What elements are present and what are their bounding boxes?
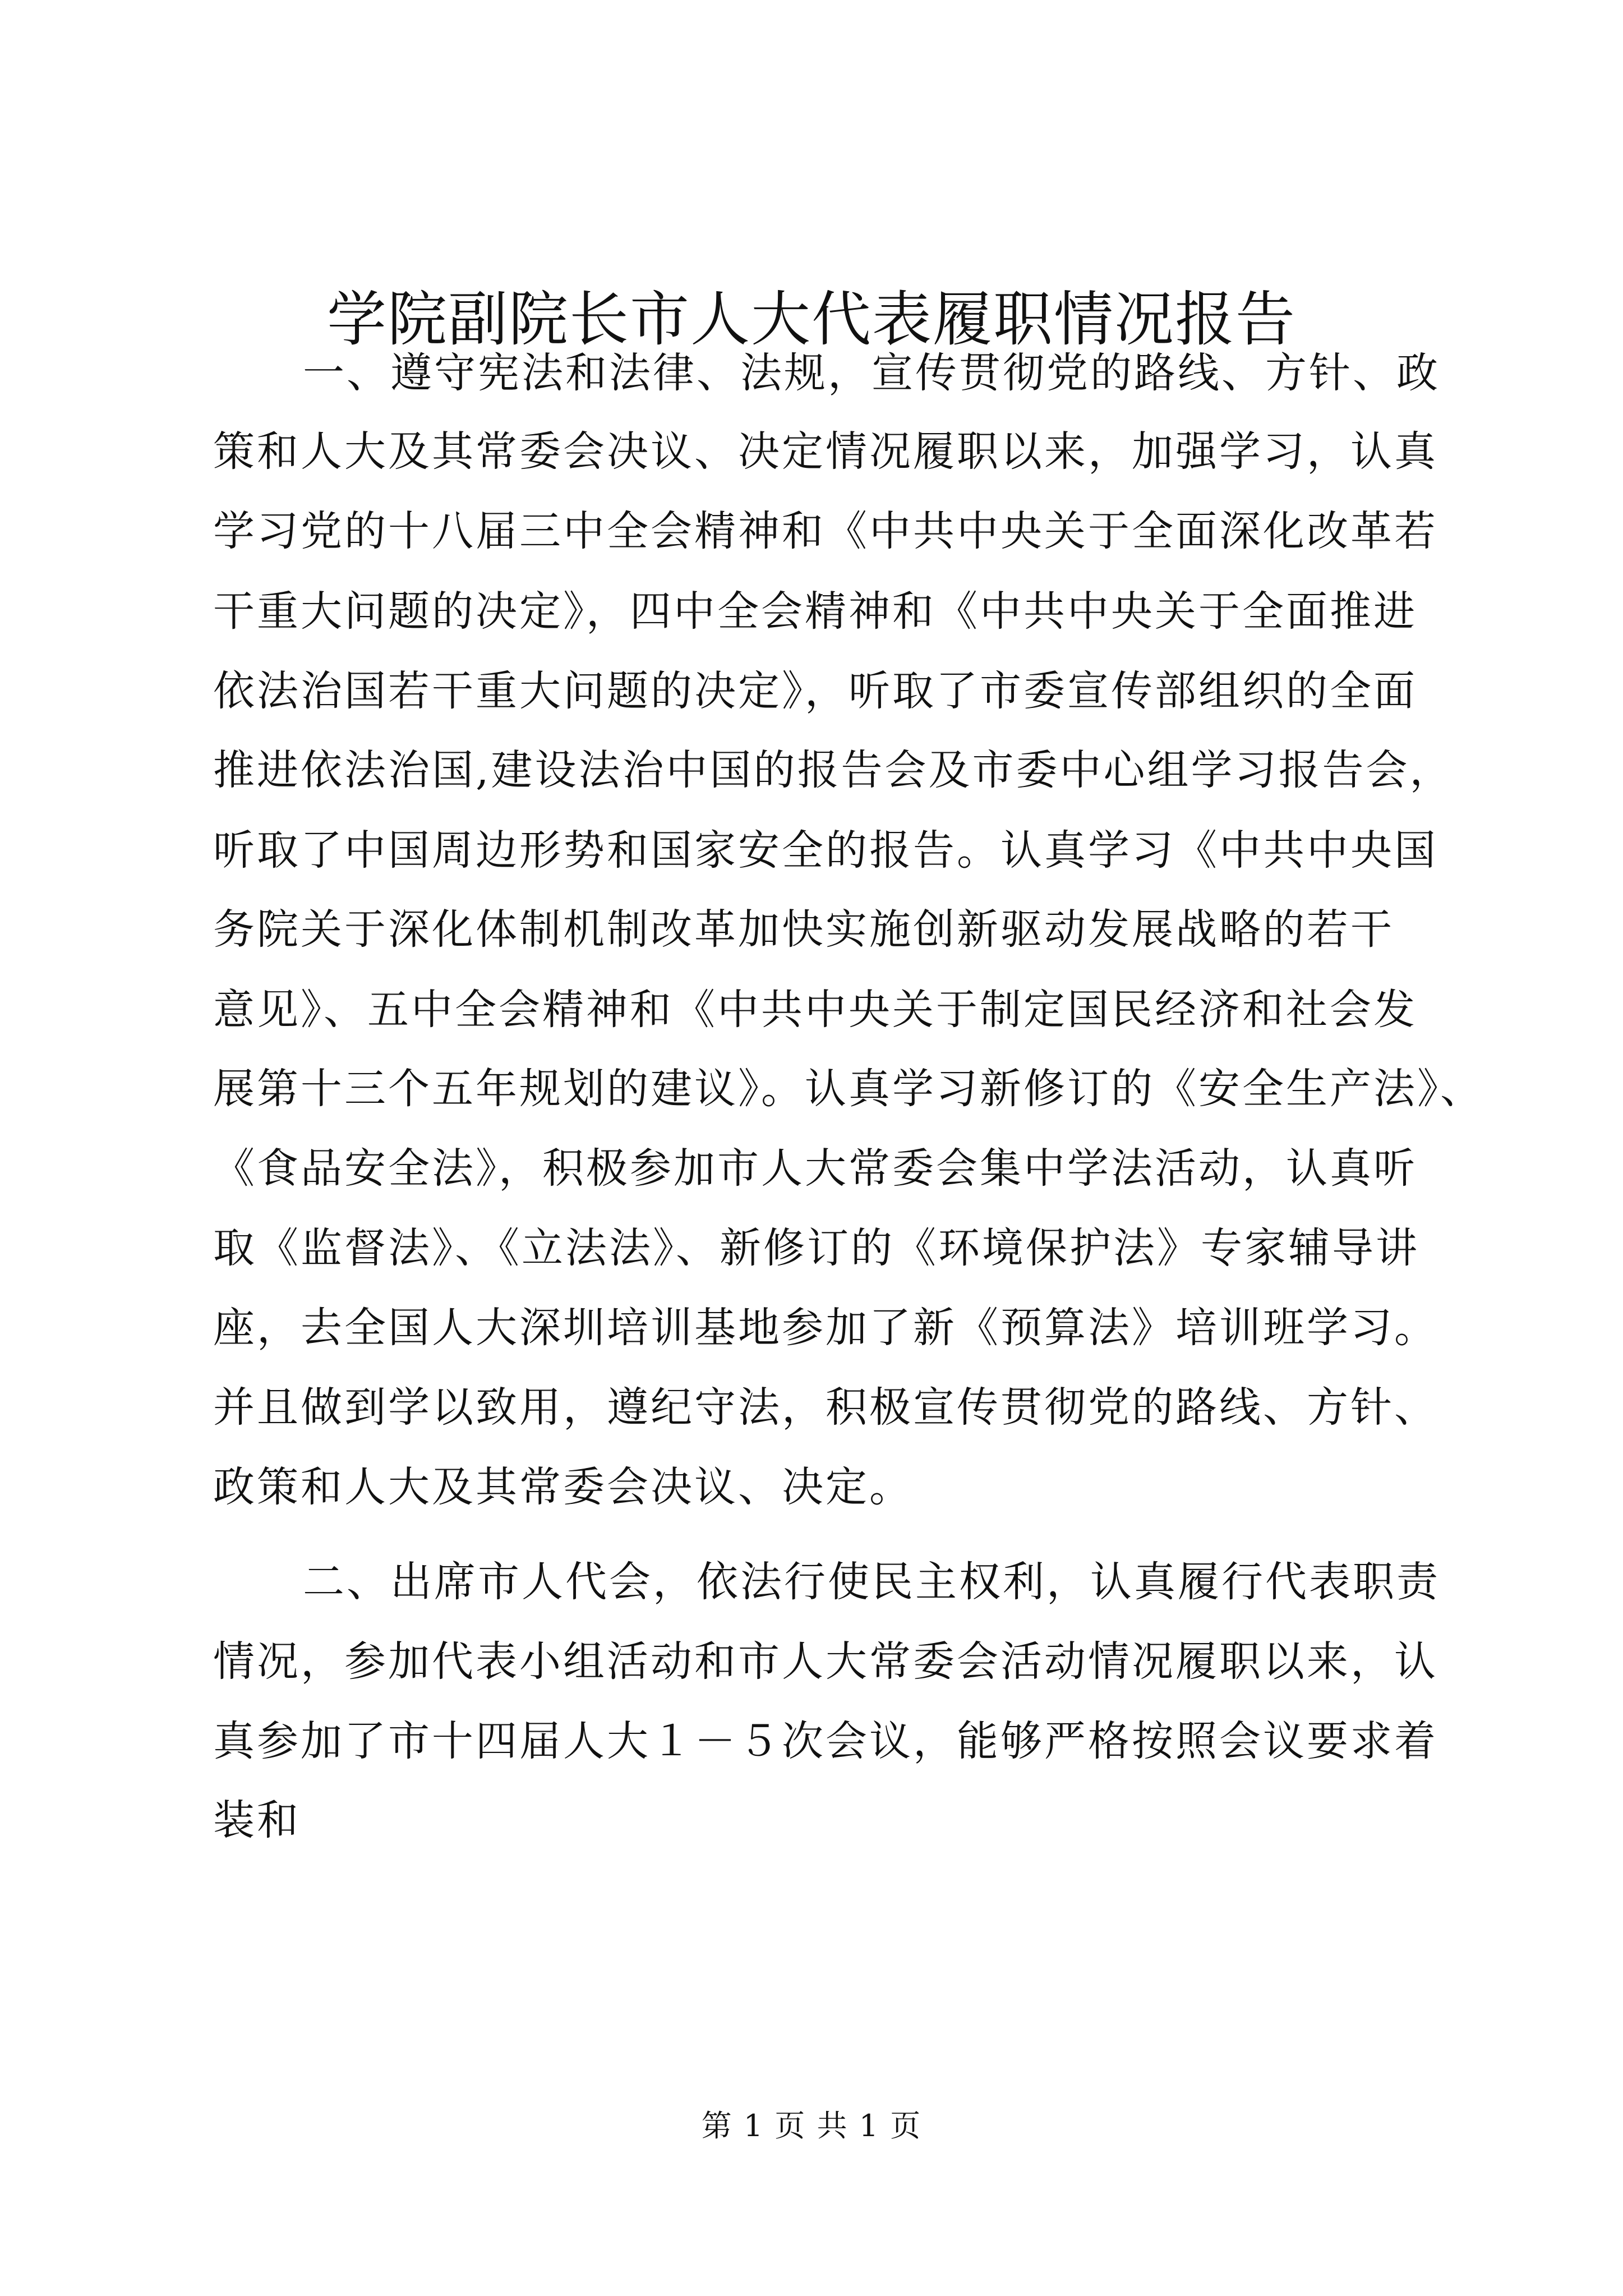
paragraph-1-line-15: 政策和人大及其常委会决议、决定。 (213, 1463, 913, 1511)
paragraph-1-line-6: 推进依法治国,建设法治中国的报告会及市委中心组学习报告会， (213, 746, 1454, 794)
paragraph-1-line-10: 展第十三个五年规划的建议》。认真学习新修订的《安全生产法》、 (213, 1065, 1484, 1113)
paragraph-1-line-9: 意见》、五中全会精神和《中共中央关于制定国民经济和社会发 (213, 986, 1417, 1034)
paragraph-1-line-8: 务院关于深化体制机制改革加快实施创新驱动发展战略的若干 (213, 905, 1394, 954)
paragraph-1-line-14: 并且做到学以致用，遵纪守法，积极宣传贯彻党的路线、方针、 (213, 1383, 1438, 1432)
paragraph-1-line-5: 依法治国若干重大问题的决定》，听取了市委宣传部组织的全面 (213, 667, 1417, 715)
paragraph-1-line-1: 一、遵守宪法和法律、法规，宣传贯彻党的路线、方针、政 (303, 349, 1440, 397)
paragraph-1-line-11: 《食品安全法》，积极参加市人大常委会集中学法活动，认真听 (213, 1144, 1417, 1193)
paragraph-1-line-13: 座，去全国人大深圳培训基地参加了新《预算法》培训班学习。 (213, 1304, 1438, 1352)
paragraph-1-line-12: 取《监督法》、《立法法》、新修订的《环境保护法》专家辅导讲 (213, 1224, 1419, 1272)
paragraph-2-line-2: 情况，参加代表小组活动和市人大常委会活动情况履职以来，认 (213, 1637, 1438, 1686)
paragraph-1-line-3: 学习党的十八届三中全会精神和《中共中央关于全面深化改革若 (213, 507, 1438, 555)
paragraph-1-line-4: 干重大问题的决定》，四中全会精神和《中共中央关于全面推进 (213, 587, 1417, 636)
paragraph-2-line-4: 装和 (213, 1796, 301, 1844)
paragraph-1-line-7: 听取了中国周边形势和国家安全的报告。认真学习《中共中央国 (213, 826, 1438, 875)
page-title: 学院副院长市人大代表履职情况报告 (327, 285, 1296, 354)
paragraph-1-line-2: 策和人大及其常委会决议、决定情况履职以来，加强学习，认真 (213, 427, 1438, 476)
paragraph-2-line-1: 二、出席市人代会，依法行使民主权利，认真履行代表职责 (303, 1558, 1440, 1606)
paragraph-2-line-3: 真参加了市十四届人大１－５次会议，能够严格按照会议要求着 (213, 1717, 1438, 1765)
page-footer: 第 1 页 共 1 页 (701, 2108, 922, 2143)
